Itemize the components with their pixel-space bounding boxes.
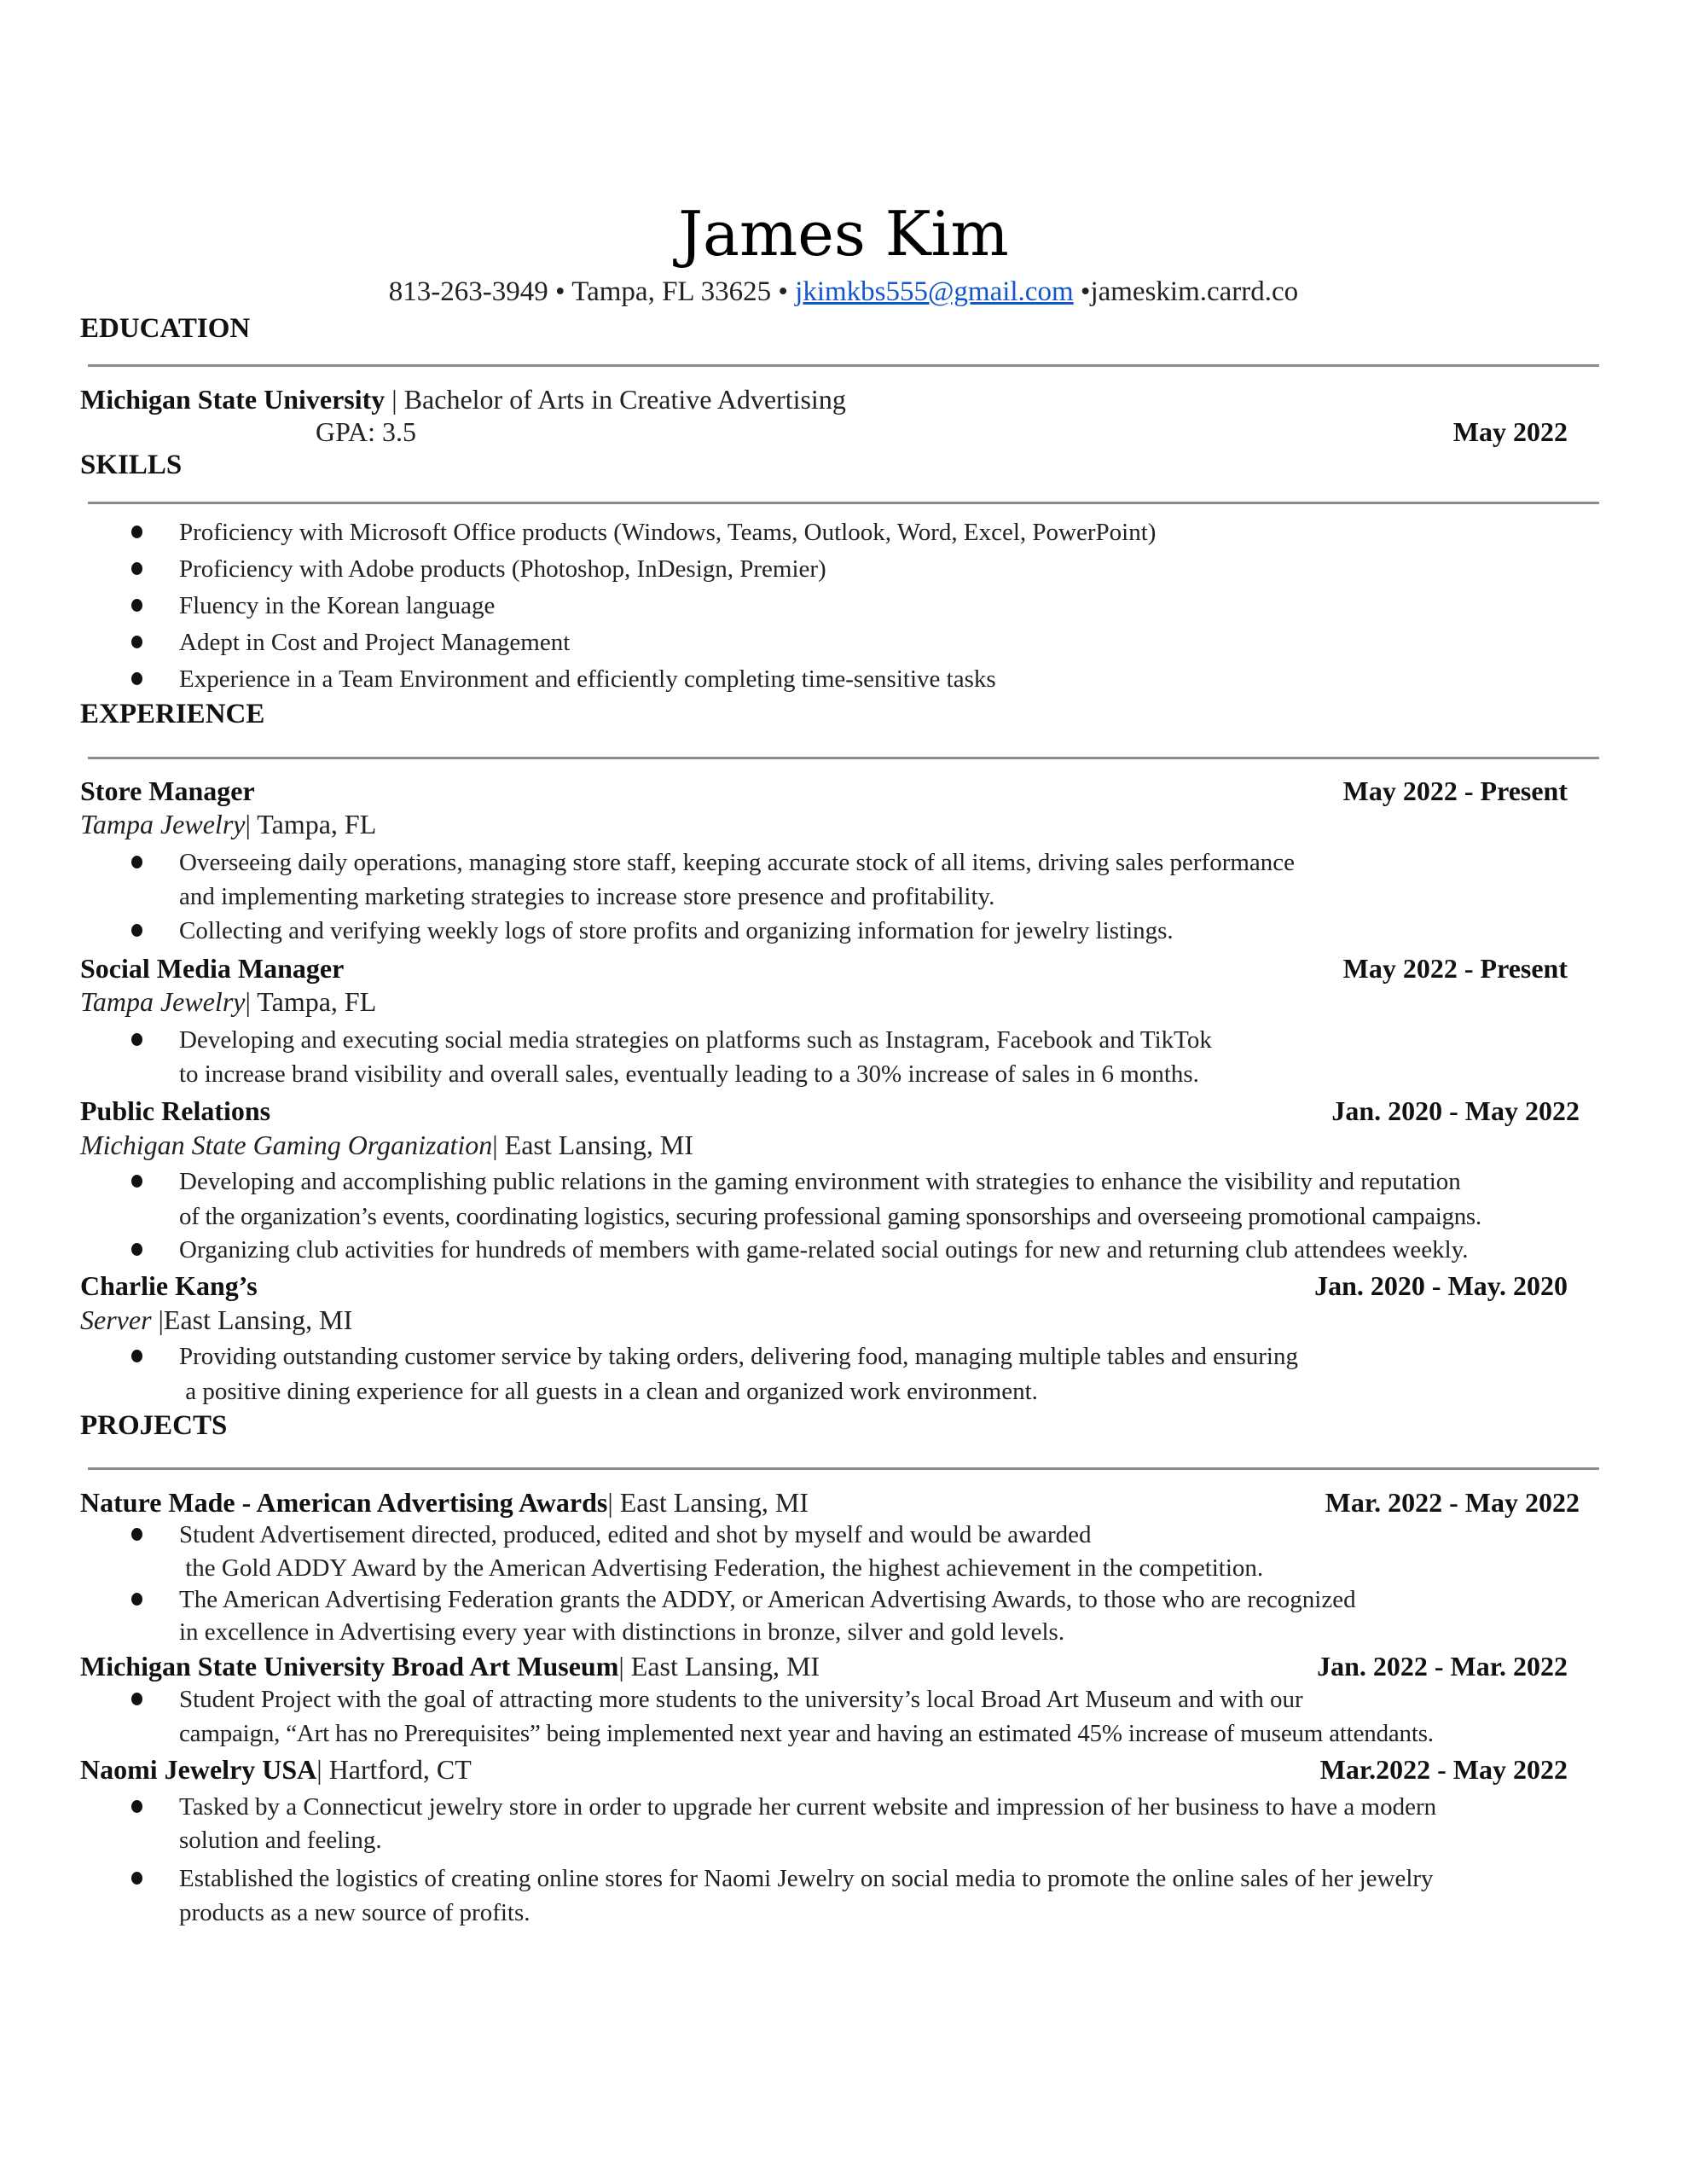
job-bullet-line: of the organization’s events, coordinating logistics, securing professional gaming sponsorships and overseeing promotional campaigns. [179, 1203, 1481, 1230]
job-bullet-line: Collecting and verifying weekly logs of store profits and organizing information for jewelry listings. [179, 917, 1174, 944]
job-org: Tampa Jewelry [80, 986, 246, 1017]
project-bullet-line: in excellence in Advertising every year with distinctions in bronze, silver and gold levels. [179, 1618, 1065, 1646]
job-role: Public Relations [80, 1095, 271, 1126]
phone: 813-263-3949 [388, 276, 548, 307]
project-title-line [80, 1489, 809, 1516]
bullet-icon [131, 1593, 142, 1606]
bullet-icon [131, 599, 142, 612]
job-org-line [80, 988, 376, 1015]
job-role: Store Manager [80, 775, 255, 806]
bullet-icon [131, 1033, 142, 1046]
bullet-icon [131, 1350, 142, 1362]
skill-item: Experience in a Team Environment and efficiently completing time-sensitive tasks [179, 665, 996, 693]
bullet-icon [131, 526, 142, 538]
project-name: Michigan State University Broad Art Museum [80, 1651, 619, 1682]
bullet-icon [131, 562, 142, 575]
bullet-icon [131, 924, 142, 937]
project-date: Mar.2022 - May 2022 [1319, 1754, 1568, 1785]
project-bullet-line: Student Advertisement directed, produced, edited and shot by myself and would be awarded [179, 1521, 1092, 1548]
project-bullet-line: Tasked by a Connecticut jewelry store in order to upgrade her current website and impression of her business to have a modern [179, 1793, 1437, 1821]
job-bullet-line: Providing outstanding customer service by taking orders, delivering food, managing multiple tables and ensuring [179, 1343, 1298, 1370]
project-date: Mar. 2022 - May 2022 [1325, 1487, 1580, 1518]
project-bullet-line: products as a new source of profits. [179, 1899, 530, 1926]
location: Tampa, FL 33625 [571, 276, 772, 307]
bullet-icon [131, 1528, 142, 1541]
school-name: Michigan State University [80, 384, 386, 415]
email-link[interactable]: jkimkbs555@gmail.com [795, 276, 1074, 307]
job-bullet-line: Overseeing daily operations, managing store staff, keeping accurate stock of all items, driving sales performance [179, 849, 1296, 876]
website: jameskim.carrd.co [1090, 276, 1299, 307]
project-date: Jan. 2022 - Mar. 2022 [1317, 1651, 1568, 1682]
job-role: Social Media Manager [80, 953, 345, 984]
section-title-projects: PROJECTS [80, 1410, 228, 1441]
project-bullet-line: solution and feeling. [179, 1827, 382, 1854]
project-location: | East Lansing, MI [607, 1487, 809, 1518]
section-title-skills: SKILLS [80, 450, 183, 480]
bullet-icon [131, 856, 142, 868]
project-name: Naomi Jewelry USA [80, 1754, 317, 1785]
project-bullet-line: The American Advertising Federation grants the ADDY, or American Advertising Awards, to those who are recognized [179, 1586, 1356, 1613]
section-divider [88, 364, 1599, 367]
education-date: May 2022 [1452, 416, 1568, 447]
job-date: May 2022 - Present [1342, 775, 1568, 806]
skill-item: Proficiency with Microsoft Office products (Windows, Teams, Outlook, Word, Excel, PowerPoint) [179, 519, 1157, 546]
skill-item: Proficiency with Adobe products (Photoshop, InDesign, Premier) [179, 555, 826, 583]
bullet-separator: • [555, 276, 565, 307]
bullet-icon [131, 1243, 142, 1256]
job-bullet-line: Developing and executing social media strategies on platforms such as Instagram, Facebook and TikTok [179, 1026, 1212, 1054]
job-role: Charlie Kang’s [80, 1270, 258, 1301]
section-divider [88, 757, 1599, 759]
job-bullet-line: Developing and accomplishing public relations in the gaming environment with strategies to enhance the visibility and reputation [179, 1168, 1461, 1195]
resume-name: James Kim [678, 198, 1009, 270]
job-bullet-line: and implementing marketing strategies to increase store presence and profitability. [179, 883, 995, 910]
project-bullet-line: Student Project with the goal of attracting more students to the university’s local Broad Art Museum and with our [179, 1686, 1303, 1713]
section-divider [88, 1467, 1599, 1470]
bullet-icon [131, 1175, 142, 1188]
job-location: | Tampa, FL [245, 986, 377, 1017]
bullet-icon [131, 1693, 142, 1705]
contact-line [0, 278, 1687, 306]
job-location: | Tampa, FL [245, 809, 377, 839]
project-title-line [80, 1653, 820, 1680]
section-divider [88, 502, 1599, 504]
project-location: | East Lansing, MI [618, 1651, 820, 1682]
section-title-education: EDUCATION [80, 313, 251, 344]
bullet-icon [131, 672, 142, 685]
job-date: May 2022 - Present [1342, 953, 1568, 984]
project-title-line [80, 1756, 472, 1783]
section-title-experience: EXPERIENCE [80, 699, 265, 729]
job-bullet-line: to increase brand visibility and overall sales, eventually leading to a 30% increase of sales in 6 months. [179, 1060, 1199, 1088]
project-bullet-line: the Gold ADDY Award by the American Advertising Federation, the highest achievement in the competition. [179, 1554, 1264, 1582]
skill-item: Adept in Cost and Project Management [179, 629, 571, 656]
job-org: Tampa Jewelry [80, 809, 246, 839]
bullet-icon [131, 636, 142, 648]
job-date: Jan. 2020 - May. 2020 [1314, 1270, 1568, 1301]
job-bullet-line: Organizing club activities for hundreds of members with game-related social outings for new and returning club attendees weekly. [179, 1236, 1469, 1263]
skill-item: Fluency in the Korean language [179, 592, 496, 619]
job-org-line [80, 1131, 693, 1159]
degree: Bachelor of Arts in Creative Advertising [403, 384, 846, 415]
job-location: | East Lansing, MI [492, 1130, 693, 1160]
project-bullet-line: Established the logistics of creating online stores for Naomi Jewelry on social media to promote the online sales of her jewelry [179, 1865, 1434, 1892]
project-bullet-line: campaign, “Art has no Prerequisites” being implemented next year and having an estimated 45% increase of museum attendants. [179, 1720, 1434, 1747]
project-location: | Hartford, CT [316, 1754, 472, 1785]
job-org: Server [80, 1304, 152, 1335]
job-org: Michigan State Gaming Organization [80, 1130, 493, 1160]
job-org-line [80, 810, 376, 838]
job-date: Jan. 2020 - May 2022 [1331, 1095, 1580, 1126]
bullet-separator: • [1080, 276, 1091, 307]
project-name: Nature Made - American Advertising Awards [80, 1487, 608, 1518]
gpa: GPA: 3.5 [316, 416, 416, 447]
education-school-line [80, 386, 846, 413]
bullet-icon [131, 1800, 142, 1813]
job-bullet-line: a positive dining experience for all guests in a clean and organized work environment. [179, 1378, 1038, 1405]
job-org-line [80, 1306, 352, 1333]
bullet-separator: • [778, 276, 788, 307]
job-location: |East Lansing, MI [151, 1304, 353, 1335]
bullet-icon [131, 1872, 142, 1885]
pipe: | [391, 384, 397, 415]
